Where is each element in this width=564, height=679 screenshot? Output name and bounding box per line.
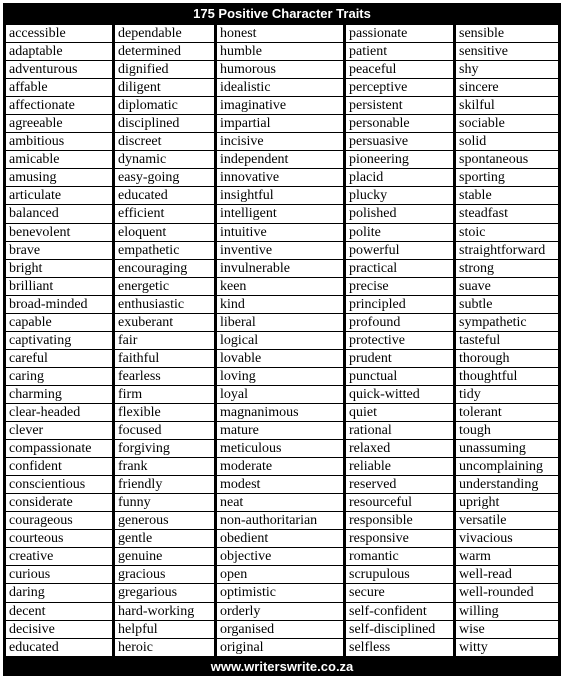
trait-cell: resourceful xyxy=(346,494,453,511)
trait-cell: sincere xyxy=(456,79,558,96)
trait-cell: inventive xyxy=(217,242,343,259)
trait-cell: exuberant xyxy=(115,314,214,331)
trait-cell: focused xyxy=(115,422,214,439)
trait-cell: willing xyxy=(456,603,558,620)
trait-cell: intelligent xyxy=(217,205,343,222)
trait-cell: curious xyxy=(6,566,112,583)
trait-cell: mature xyxy=(217,422,343,439)
trait-cell: discreet xyxy=(115,133,214,150)
trait-cell: easy-going xyxy=(115,169,214,186)
trait-cell: dynamic xyxy=(115,151,214,168)
trait-cell: honest xyxy=(217,25,343,42)
trait-cell: tidy xyxy=(456,386,558,403)
trait-cell: polished xyxy=(346,205,453,222)
trait-cell: understanding xyxy=(456,476,558,493)
trait-cell: moderate xyxy=(217,458,343,475)
trait-cell: agreeable xyxy=(6,115,112,132)
trait-cell: disciplined xyxy=(115,115,214,132)
trait-cell: invulnerable xyxy=(217,260,343,277)
trait-cell: neat xyxy=(217,494,343,511)
trait-cell: faithful xyxy=(115,350,214,367)
trait-cell: gracious xyxy=(115,566,214,583)
trait-cell: placid xyxy=(346,169,453,186)
trait-cell: helpful xyxy=(115,621,214,638)
trait-cell: daring xyxy=(6,584,112,601)
trait-cell: enthusiastic xyxy=(115,296,214,313)
trait-cell: skilful xyxy=(456,97,558,114)
trait-cell: heroic xyxy=(115,639,214,656)
trait-cell: flexible xyxy=(115,404,214,421)
trait-cell: spontaneous xyxy=(456,151,558,168)
trait-cell: independent xyxy=(217,151,343,168)
trait-cell: straightforward xyxy=(456,242,558,259)
trait-cell: peaceful xyxy=(346,61,453,78)
trait-cell: dependable xyxy=(115,25,214,42)
website-footer: www.writerswrite.co.za xyxy=(210,659,354,674)
page-title: 175 Positive Character Traits xyxy=(193,6,371,21)
trait-cell: persistent xyxy=(346,97,453,114)
trait-cell: objective xyxy=(217,548,343,565)
trait-cell: obedient xyxy=(217,530,343,547)
trait-cell: charming xyxy=(6,386,112,403)
trait-cell: pioneering xyxy=(346,151,453,168)
trait-cell: logical xyxy=(217,332,343,349)
trait-cell: sociable xyxy=(456,115,558,132)
trait-cell: profound xyxy=(346,314,453,331)
trait-cell: solid xyxy=(456,133,558,150)
trait-cell: tough xyxy=(456,422,558,439)
trait-cell: reliable xyxy=(346,458,453,475)
trait-cell: orderly xyxy=(217,603,343,620)
trait-cell: tasteful xyxy=(456,332,558,349)
trait-cell: careful xyxy=(6,350,112,367)
trait-cell: compassionate xyxy=(6,440,112,457)
trait-cell: reserved xyxy=(346,476,453,493)
trait-cell: encouraging xyxy=(115,260,214,277)
trait-cell: responsive xyxy=(346,530,453,547)
trait-cell: sporting xyxy=(456,169,558,186)
trait-cell: self-confident xyxy=(346,603,453,620)
trait-cell: liberal xyxy=(217,314,343,331)
trait-cell: amusing xyxy=(6,169,112,186)
trait-cell: self-disciplined xyxy=(346,621,453,638)
trait-cell: patient xyxy=(346,43,453,60)
trait-cell: loving xyxy=(217,368,343,385)
trait-cell: diligent xyxy=(115,79,214,96)
trait-cell: affectionate xyxy=(6,97,112,114)
trait-cell: diplomatic xyxy=(115,97,214,114)
trait-cell: empathetic xyxy=(115,242,214,259)
trait-cell: hard-working xyxy=(115,603,214,620)
trait-cell: brilliant xyxy=(6,278,112,295)
trait-cell: idealistic xyxy=(217,79,343,96)
trait-cell: imaginative xyxy=(217,97,343,114)
trait-cell: humorous xyxy=(217,61,343,78)
trait-cell: ambitious xyxy=(6,133,112,150)
trait-cell: determined xyxy=(115,43,214,60)
trait-cell: magnanimous xyxy=(217,404,343,421)
trait-cell: articulate xyxy=(6,187,112,204)
trait-cell: wise xyxy=(456,621,558,638)
trait-cell: optimistic xyxy=(217,584,343,601)
trait-cell: fair xyxy=(115,332,214,349)
trait-cell: humble xyxy=(217,43,343,60)
trait-cell: unassuming xyxy=(456,440,558,457)
trait-cell: decent xyxy=(6,603,112,620)
trait-cell: fearless xyxy=(115,368,214,385)
trait-cell: gentle xyxy=(115,530,214,547)
trait-cell: thorough xyxy=(456,350,558,367)
trait-cell: confident xyxy=(6,458,112,475)
trait-cell: modest xyxy=(217,476,343,493)
trait-cell: steadfast xyxy=(456,205,558,222)
trait-cell: affable xyxy=(6,79,112,96)
trait-sheet xyxy=(3,3,561,676)
trait-cell: insightful xyxy=(217,187,343,204)
trait-cell: punctual xyxy=(346,368,453,385)
trait-cell: organised xyxy=(217,621,343,638)
trait-cell: creative xyxy=(6,548,112,565)
trait-cell: clever xyxy=(6,422,112,439)
trait-cell: thoughtful xyxy=(456,368,558,385)
trait-cell: keen xyxy=(217,278,343,295)
trait-cell: bright xyxy=(6,260,112,277)
trait-cell: upright xyxy=(456,494,558,511)
trait-cell: innovative xyxy=(217,169,343,186)
trait-cell: witty xyxy=(456,639,558,656)
trait-cell: gregarious xyxy=(115,584,214,601)
trait-cell: uncomplaining xyxy=(456,458,558,475)
trait-cell: prudent xyxy=(346,350,453,367)
trait-cell: perceptive xyxy=(346,79,453,96)
trait-cell: kind xyxy=(217,296,343,313)
trait-cell: educated xyxy=(115,187,214,204)
trait-cell: caring xyxy=(6,368,112,385)
trait-cell: romantic xyxy=(346,548,453,565)
trait-cell: capable xyxy=(6,314,112,331)
trait-cell: sensitive xyxy=(456,43,558,60)
trait-cell: adaptable xyxy=(6,43,112,60)
trait-cell: energetic xyxy=(115,278,214,295)
trait-cell: conscientious xyxy=(6,476,112,493)
trait-cell: captivating xyxy=(6,332,112,349)
trait-cell: clear-headed xyxy=(6,404,112,421)
trait-cell: considerate xyxy=(6,494,112,511)
trait-cell: vivacious xyxy=(456,530,558,547)
trait-cell: intuitive xyxy=(217,224,343,241)
trait-cell: adventurous xyxy=(6,61,112,78)
trait-cell: well-rounded xyxy=(456,584,558,601)
trait-cell: responsible xyxy=(346,512,453,529)
trait-cell: polite xyxy=(346,224,453,241)
trait-cell: genuine xyxy=(115,548,214,565)
trait-cell: efficient xyxy=(115,205,214,222)
trait-cell: passionate xyxy=(346,25,453,42)
trait-cell: tolerant xyxy=(456,404,558,421)
trait-cell: principled xyxy=(346,296,453,313)
trait-cell: courteous xyxy=(6,530,112,547)
trait-cell: courageous xyxy=(6,512,112,529)
trait-cell: original xyxy=(217,639,343,656)
trait-cell: decisive xyxy=(6,621,112,638)
trait-cell: protective xyxy=(346,332,453,349)
trait-cell: accessible xyxy=(6,25,112,42)
trait-cell: quick-witted xyxy=(346,386,453,403)
trait-cell: personable xyxy=(346,115,453,132)
trait-cell: relaxed xyxy=(346,440,453,457)
trait-cell: eloquent xyxy=(115,224,214,241)
trait-cell: suave xyxy=(456,278,558,295)
trait-cell: non-authoritarian xyxy=(217,512,343,529)
trait-cell: warm xyxy=(456,548,558,565)
trait-cell: balanced xyxy=(6,205,112,222)
trait-cell: quiet xyxy=(346,404,453,421)
trait-cell: amicable xyxy=(6,151,112,168)
trait-cell: stable xyxy=(456,187,558,204)
trait-cell: scrupulous xyxy=(346,566,453,583)
trait-cell: secure xyxy=(346,584,453,601)
trait-cell: educated xyxy=(6,639,112,656)
trait-cell: strong xyxy=(456,260,558,277)
trait-cell: impartial xyxy=(217,115,343,132)
trait-cell: friendly xyxy=(115,476,214,493)
trait-cell: selfless xyxy=(346,639,453,656)
trait-cell: forgiving xyxy=(115,440,214,457)
trait-cell: generous xyxy=(115,512,214,529)
trait-cell: powerful xyxy=(346,242,453,259)
trait-cell: plucky xyxy=(346,187,453,204)
trait-cell: persuasive xyxy=(346,133,453,150)
trait-cell: precise xyxy=(346,278,453,295)
trait-cell: meticulous xyxy=(217,440,343,457)
trait-cell: dignified xyxy=(115,61,214,78)
traits-table xyxy=(6,25,558,657)
trait-cell: practical xyxy=(346,260,453,277)
trait-cell: frank xyxy=(115,458,214,475)
trait-cell: rational xyxy=(346,422,453,439)
trait-cell: benevolent xyxy=(6,224,112,241)
trait-cell: sensible xyxy=(456,25,558,42)
trait-cell: loyal xyxy=(217,386,343,403)
trait-cell: funny xyxy=(115,494,214,511)
trait-cell: lovable xyxy=(217,350,343,367)
trait-cell: sympathetic xyxy=(456,314,558,331)
trait-cell: broad-minded xyxy=(6,296,112,313)
trait-cell: well-read xyxy=(456,566,558,583)
trait-cell: brave xyxy=(6,242,112,259)
trait-cell: versatile xyxy=(456,512,558,529)
trait-cell: subtle xyxy=(456,296,558,313)
trait-cell: stoic xyxy=(456,224,558,241)
trait-cell: incisive xyxy=(217,133,343,150)
trait-cell: open xyxy=(217,566,343,583)
trait-cell: shy xyxy=(456,61,558,78)
trait-cell: firm xyxy=(115,386,214,403)
